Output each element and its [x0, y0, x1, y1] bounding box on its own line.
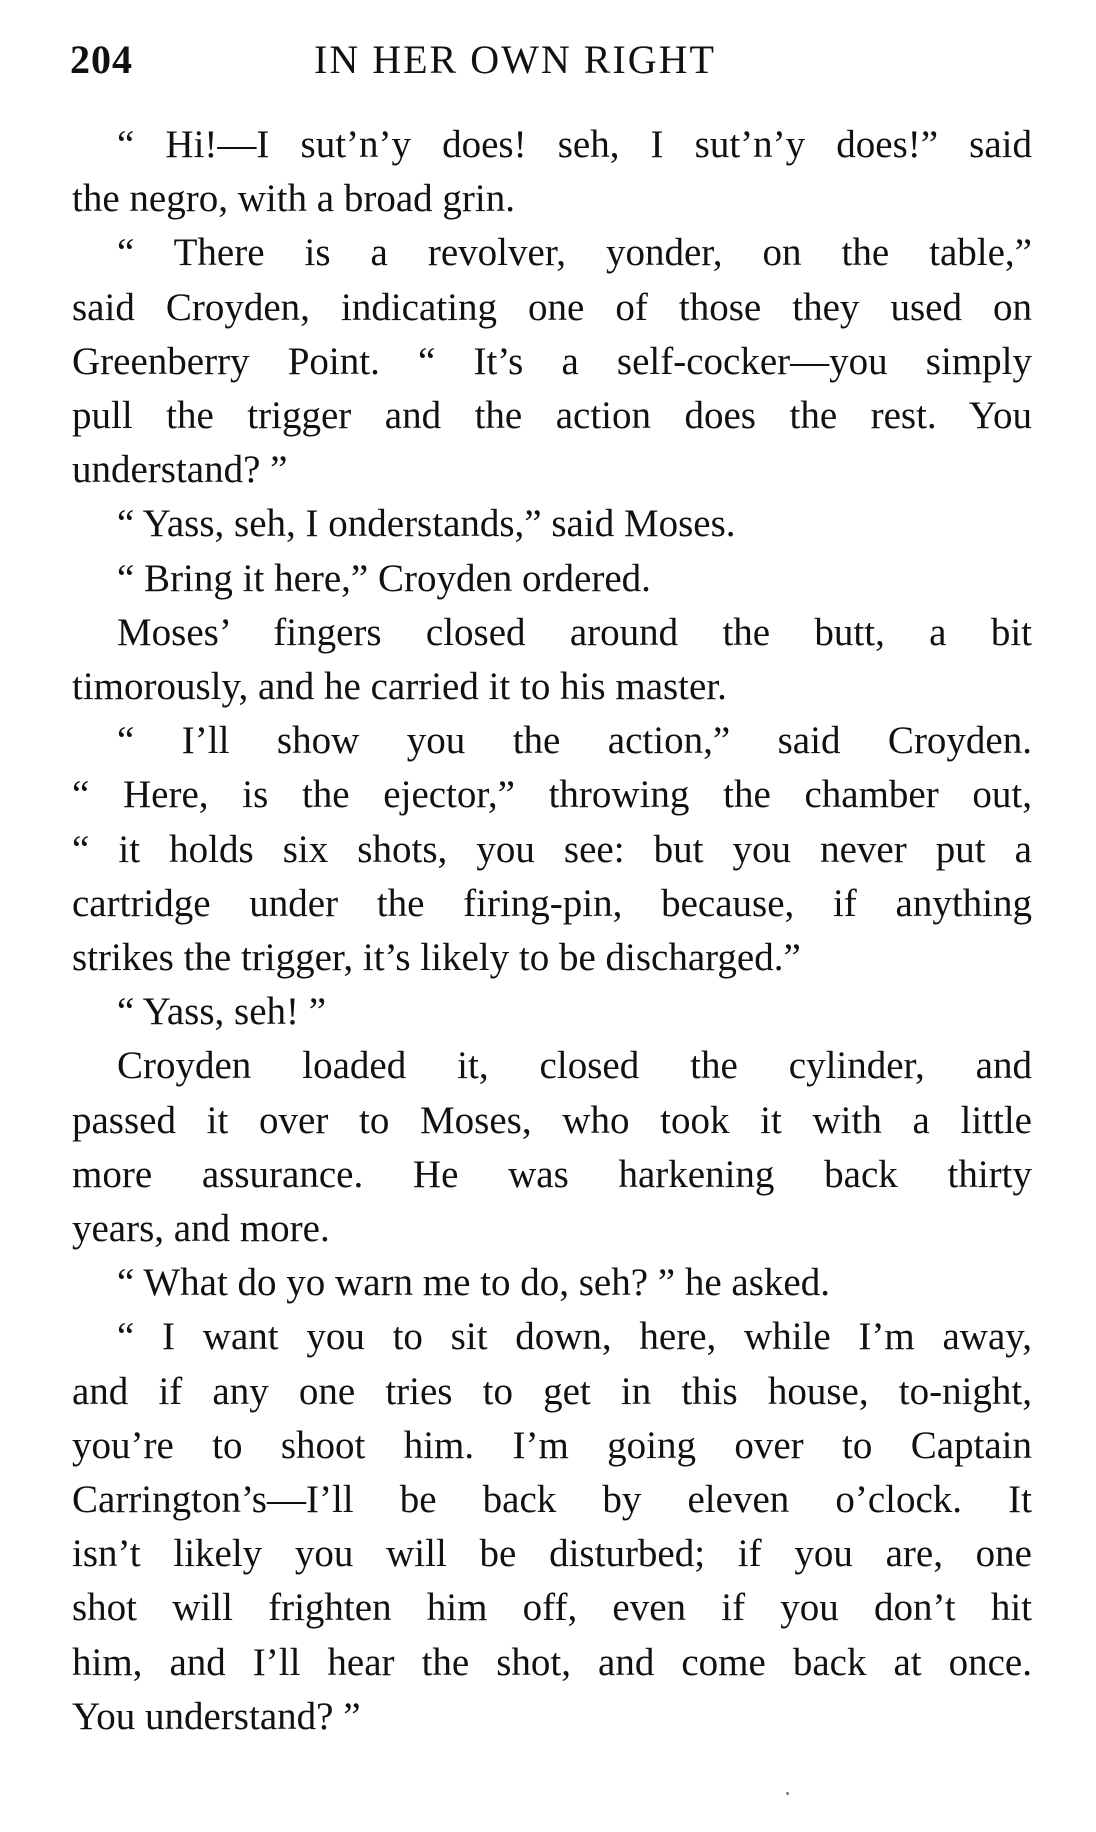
paragraph — [72, 1256, 1032, 1310]
paragraph — [72, 1310, 1032, 1744]
text-line: “ There is a revolver, yonder, on the table,” — [117, 231, 1032, 275]
text-line: You understand? ” — [72, 1694, 361, 1738]
paragraph — [72, 118, 1032, 226]
text-line: him, and I’ll hear the shot, and come back at once. — [72, 1640, 1032, 1684]
text-line: Croyden loaded it, closed the cylinder, and — [117, 1044, 1032, 1088]
text-line: “ I’ll show you the action,” said Croyden. — [117, 719, 1032, 763]
text-line: years, and more. — [72, 1207, 330, 1251]
text-line: cartridge under the firing-pin, because, if anything — [72, 881, 1032, 925]
text-line: isn’t likely you will be disturbed; if you are, one — [72, 1532, 1032, 1576]
paragraph — [72, 552, 1032, 606]
paragraph — [72, 1039, 1032, 1256]
text-line: timorously, and he carried it to his master. — [72, 665, 727, 709]
text-line: understand? ” — [72, 448, 288, 492]
text-line: more assurance. He was harkening back thirty — [72, 1152, 1032, 1196]
text-line: Moses’ fingers closed around the butt, a bit — [117, 610, 1032, 654]
text-line: Greenberry Point. “ It’s a self-cocker—you simply — [72, 339, 1032, 383]
text-line: “ Here, is the ejector,” throwing the chamber out, — [72, 773, 1032, 817]
text-line: shot will frighten him off, even if you don’t hit — [72, 1586, 1032, 1630]
running-title: IN HER OWN RIGHT — [314, 37, 716, 82]
text-line: “ Yass, seh, I onderstands,” said Moses. — [117, 502, 736, 546]
text-line: “ it holds six shots, you see: but you never put a — [72, 827, 1032, 871]
paragraph — [72, 226, 1032, 497]
text-line: passed it over to Moses, who took it with a little — [72, 1098, 1032, 1142]
page-speck — [786, 1792, 789, 1795]
text-line: strikes the trigger, it’s likely to be discharged.” — [72, 936, 801, 980]
text-line: said Croyden, indicating one of those they used on — [72, 285, 1032, 329]
text-line: and if any one tries to get in this house, to-night, — [72, 1369, 1032, 1413]
text-line: “ Hi!—I sut’n’y does! seh, I sut’n’y does!” said — [117, 123, 1032, 166]
text-line: you’re to shoot him. I’m going over to Captain — [72, 1423, 1032, 1467]
body-text — [72, 118, 1032, 1744]
paragraph — [72, 497, 1032, 551]
text-line: “ Bring it here,” Croyden ordered. — [117, 556, 651, 600]
paragraph — [72, 714, 1032, 985]
text-line: the negro, with a broad grin. — [72, 177, 515, 221]
page-number: 204 — [70, 37, 133, 82]
paragraph — [72, 985, 1032, 1039]
text-line: “ Yass, seh! ” — [117, 990, 327, 1034]
text-line: pull the trigger and the action does the rest. You — [72, 394, 1032, 438]
text-line: “ What do yo warn me to do, seh? ” he asked. — [117, 1261, 830, 1305]
text-line: “ I want you to sit down, here, while I’m away, — [117, 1315, 1032, 1359]
paragraph — [72, 606, 1032, 714]
text-line: Carrington’s—I’ll be back by eleven o’clock. It — [72, 1478, 1032, 1522]
running-head — [70, 28, 1030, 98]
